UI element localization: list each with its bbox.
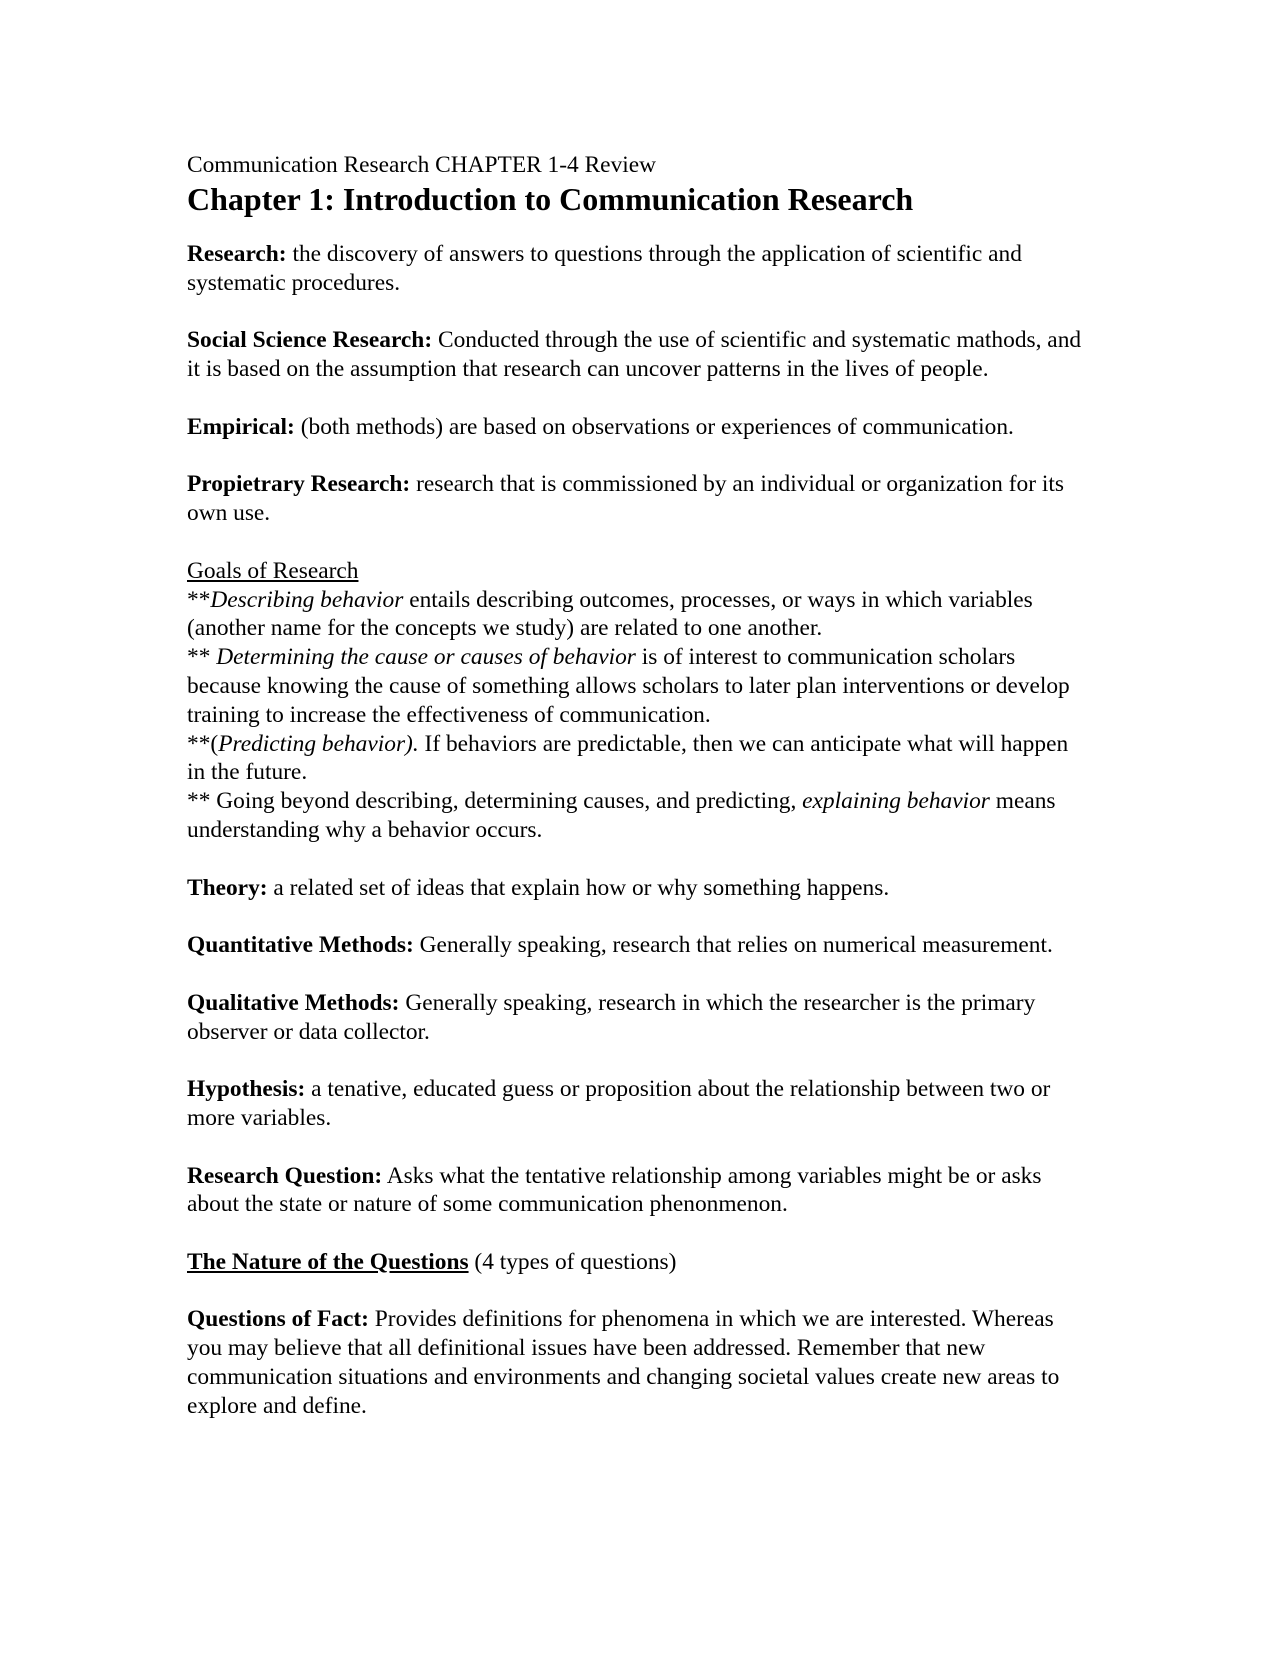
definition-questions-of-fact (187, 1305, 1092, 1420)
goal-italic: Determining the cause or causes of behavior (216, 644, 636, 671)
definition-hypothesis (187, 1075, 1092, 1133)
goal-text: is of interest to communication scholars because knowing the cause of something allows scholars to later plan interventions or develop training to increase the effectiveness of communication. (187, 644, 1070, 728)
goal-prefix: ** Going beyond describing, determining causes, and predicting, (187, 788, 803, 815)
term-label: Quantitative Methods: (187, 932, 414, 959)
nature-of-questions-heading (187, 1248, 1092, 1277)
goal-text: If behaviors are predictable, then we can anticipate what will happen in the future. (187, 730, 1069, 786)
goals-section (187, 557, 1092, 845)
goal-explaining (187, 787, 1092, 845)
goal-prefix: ** (187, 586, 211, 613)
term-label: Questions of Fact: (187, 1306, 369, 1333)
goal-prefix: **( (187, 730, 219, 757)
goals-heading-text: Goals of Research (187, 557, 359, 584)
definition-research-question (187, 1162, 1092, 1220)
goal-text: means understanding why a behavior occurs. (187, 788, 1056, 843)
definition-text: Generally speaking, research in which the researcher is the primary observer or data collector. (187, 989, 1036, 1045)
definition-text: research that is commissioned by an individual or organization for its own use. (187, 471, 1064, 527)
goal-determining (187, 643, 1092, 729)
definition-social-science-research (187, 326, 1092, 384)
definition-propietrary-research (187, 470, 1092, 528)
definition-theory (187, 874, 1092, 903)
section-heading-text: The Nature of the Questions (187, 1248, 469, 1275)
document-page (187, 150, 1092, 1421)
term-label: Hypothesis: (187, 1076, 306, 1103)
definition-quantitative-methods (187, 931, 1092, 960)
goal-text: entails describing outcomes, processes, or ways in which variables (another name for the concepts we study) are related to one another. (187, 586, 1033, 642)
definition-text: (both methods) are based on observations or experiences of communication. (300, 413, 1014, 440)
term-label: Empirical: (187, 413, 295, 440)
definition-qualitative-methods (187, 989, 1092, 1047)
definition-text: Conducted through the use of scientific and systematic mathods, and it is based on the assumption that research can uncover patterns in the lives of people. (187, 327, 1082, 383)
goal-describing (187, 586, 1092, 644)
term-label: Qualitative Methods: (187, 989, 400, 1016)
section-heading-note: (4 types of questions) (468, 1248, 677, 1275)
goal-italic: Predicting behavior). (218, 730, 419, 757)
chapter-heading: Chapter 1: Introduction to Communication Research (187, 181, 914, 217)
definition-text: Asks what the tentative relationship among variables might be or asks about the state or nature of some communication phenonmenon. (187, 1162, 1042, 1218)
term-label: Propietrary Research: (187, 471, 411, 498)
definition-text: a tenative, educated guess or proposition about the relationship between two or more variables. (187, 1076, 1051, 1131)
goal-predicting (187, 730, 1092, 788)
term-label: Research Question: (187, 1162, 383, 1189)
definition-text: a related set of ideas that explain how or why something happens. (273, 874, 890, 901)
definition-text: the discovery of answers to questions through the application of scientific and systematic procedures. (187, 241, 1022, 296)
document-title: Communication Research CHAPTER 1-4 Review (187, 152, 657, 178)
goal-italic: explaining behavior (802, 788, 990, 815)
goal-italic: Describing behavior (210, 586, 404, 613)
definition-text: Generally speaking, research that relies on numerical measurement. (419, 932, 1053, 959)
term-label: Research: (187, 241, 287, 267)
goals-heading (187, 557, 1092, 586)
term-label: Social Science Research: (187, 327, 433, 354)
term-label: Theory: (187, 874, 268, 901)
definition-text: Provides definitions for phenomena in which we are interested. Whereas you may believe that all definitional issues have been addressed. Remember that new communication situations and environments and changing societal values create new areas to explore and define. (187, 1306, 1060, 1419)
definition-research (187, 240, 1092, 298)
goal-prefix: ** (187, 644, 217, 671)
definition-empirical (187, 413, 1092, 442)
